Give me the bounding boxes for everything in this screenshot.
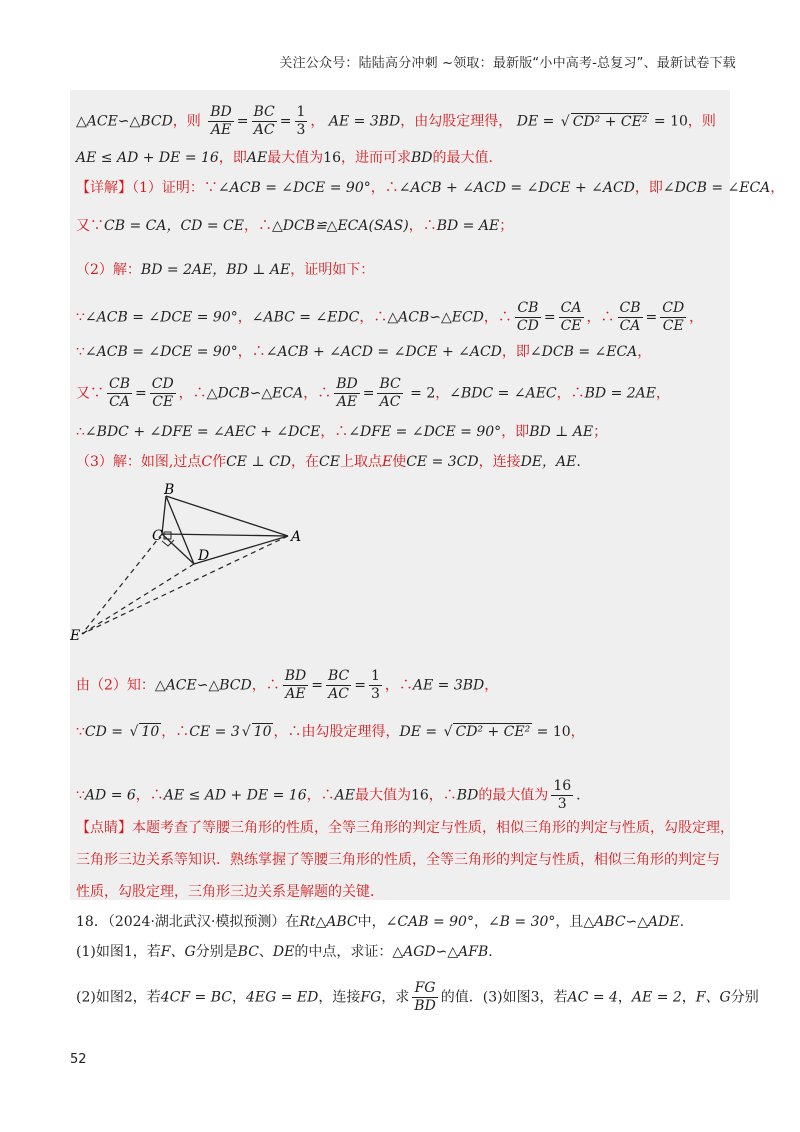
- text: ，由勾股定理得，: [400, 113, 513, 130]
- detail-line-4: ∵∠ACB = ∠DCE = 90°，∠ABC = ∠EDC，∴△ACB∽△ECD，∴ $\frac{CB}{CD}$ = $\frac{CA}{CE}$ ，∴ $\frac{CB}{CA}$ = $\frac{CD}{CE}$ ，: [76, 300, 704, 334]
- problem-line-2: (1)如图1，若F、G分别是BC、DE的中点，求证：△AGD∽△AFB.: [76, 944, 493, 960]
- label-b: B: [164, 482, 175, 498]
- segment-ae: [82, 536, 288, 634]
- detail-line-2: 又∵CB = CA，CD = CE，∴△DCB≌△ECA(SAS)，∴BD = AE；: [76, 218, 514, 234]
- detail-line-3: （2）解：BD = 2AE，BD ⊥ AE，证明如下：: [76, 262, 375, 278]
- comment-line-3: 性质，勾股定理，三角形三边关系是解题的关键．: [76, 884, 384, 900]
- label-e: E: [70, 628, 81, 644]
- text: ，即: [218, 150, 247, 166]
- right-angle-mark: [164, 532, 171, 539]
- math-expr: AE ≤ AD + DE = 16: [76, 150, 219, 166]
- analysis-line-1: △ACE∽△BCD，则 $\frac{BD}{AE}$ = $\frac{BC}{AC}$ = $\frac{1}{3}$ ， AE = 3BD，由勾股定理得， DE = √ CD² + CE² = 10，则: [76, 104, 716, 138]
- label-c: C: [152, 528, 163, 544]
- after-line-3: ∵AD = 6，∴AE ≤ AD + DE = 16，∴AE最大值为16，∴BD的最大值为 $\frac{16}{3}$ .: [76, 778, 581, 812]
- label-d: D: [198, 548, 210, 564]
- comment-tag: 【点睛】: [76, 820, 132, 836]
- comment-line-2: 三角形三边关系等知识．熟练掌握了等腰三角形的性质，全等三角形的判定与性质，相似三角形的判定与: [76, 852, 720, 868]
- math-expr: DE =: [516, 113, 559, 130]
- after-line-2: ∵CD = √ 10 ，∴CE = 3 √ 10 ，∴由勾股定理得，DE = √ CD² + CE² = 10，: [76, 724, 585, 740]
- segment-ba: [166, 496, 288, 536]
- math-expr: △ACE∽△BCD: [76, 113, 173, 130]
- math-expr: AE = 3BD: [328, 113, 401, 130]
- fraction: $\frac{BC}{AC}$: [253, 104, 275, 138]
- label-a: A: [291, 529, 302, 545]
- detail-line-7: ∴∠BDC + ∠DFE = ∠AEC + ∠DCE，∴∠DFE = ∠DCE = 90°，即BD ⊥ AE；: [76, 424, 608, 440]
- detail-tag: 【详解】: [76, 180, 132, 196]
- sqrt-expr: CD² + CE²: [572, 113, 648, 130]
- geometry-figure: [66, 478, 326, 648]
- math-expr: = 10: [649, 113, 688, 130]
- segment-ce: [82, 534, 162, 634]
- detail-line-1: 【详解】（1）证明：∵∠ACB = ∠DCE = 90°，∴∠ACB + ∠ACD = ∠DCE + ∠ACD，即∠DCB = ∠ECA，: [76, 180, 785, 196]
- segment-ca: [162, 534, 288, 536]
- page-header: 关注公众号：陆陆高分冲刺 ~领取：最新版“小中高考-总复习”、最新试卷下载: [279, 56, 736, 71]
- segment-de: [82, 564, 194, 634]
- text: ，则: [687, 113, 716, 130]
- page-number: 52: [70, 1052, 87, 1067]
- fraction: $\frac{1}{3}$: [296, 104, 306, 138]
- analysis-line-2: AE ≤ AD + DE = 16，即AE最大值为16，进而可求BD的最大值.: [76, 150, 493, 166]
- text: ，则: [172, 113, 201, 130]
- detail-line-5: ∵∠ACB = ∠DCE = 90°，∴∠ACB + ∠ACD = ∠DCE + ∠ACD，即∠DCB = ∠ECA，: [76, 344, 652, 360]
- detail-line-6: 又∵ $\frac{CB}{CA}$ = $\frac{CD}{CE}$ ，∴△DCB∽△ECA，∴ $\frac{BD}{AE}$ = $\frac{BC}{AC}$ = 2，∠BDC = ∠AEC，∴BD = 2AE，: [76, 376, 671, 410]
- problem-line-1: 18．（2024·湖北武汉·模拟预测）在Rt△ABC中，∠CAB = 90°，∠B = 30°，且△ABC∽△ADE.: [76, 914, 685, 930]
- comment-line-1: 【点睛】本题考查了等腰三角形的性质，全等三角形的判定与性质，相似三角形的判定与性质，勾股定理，: [76, 820, 734, 836]
- problem-line-3: (2)如图2，若4CF = BC，4EG = ED，连接FG，求 $\frac{FG}{BD}$ 的值．(3)如图3，若AC = 4，AE = 2，F、G分别: [76, 980, 759, 1014]
- detail-line-8: （3）解：如图,过点C作CE ⊥ CD，在CE上取点E使CE = 3CD，连接DE，AE.: [76, 454, 581, 470]
- segment-bd: [166, 496, 194, 564]
- fraction: $\frac{BD}{AE}$: [210, 104, 232, 138]
- after-line-1: 由（2）知：△ACE∽△BCD，∴ $\frac{BD}{AE}$ = $\frac{BC}{AC}$ = $\frac{1}{3}$ ，∴AE = 3BD，: [76, 668, 499, 702]
